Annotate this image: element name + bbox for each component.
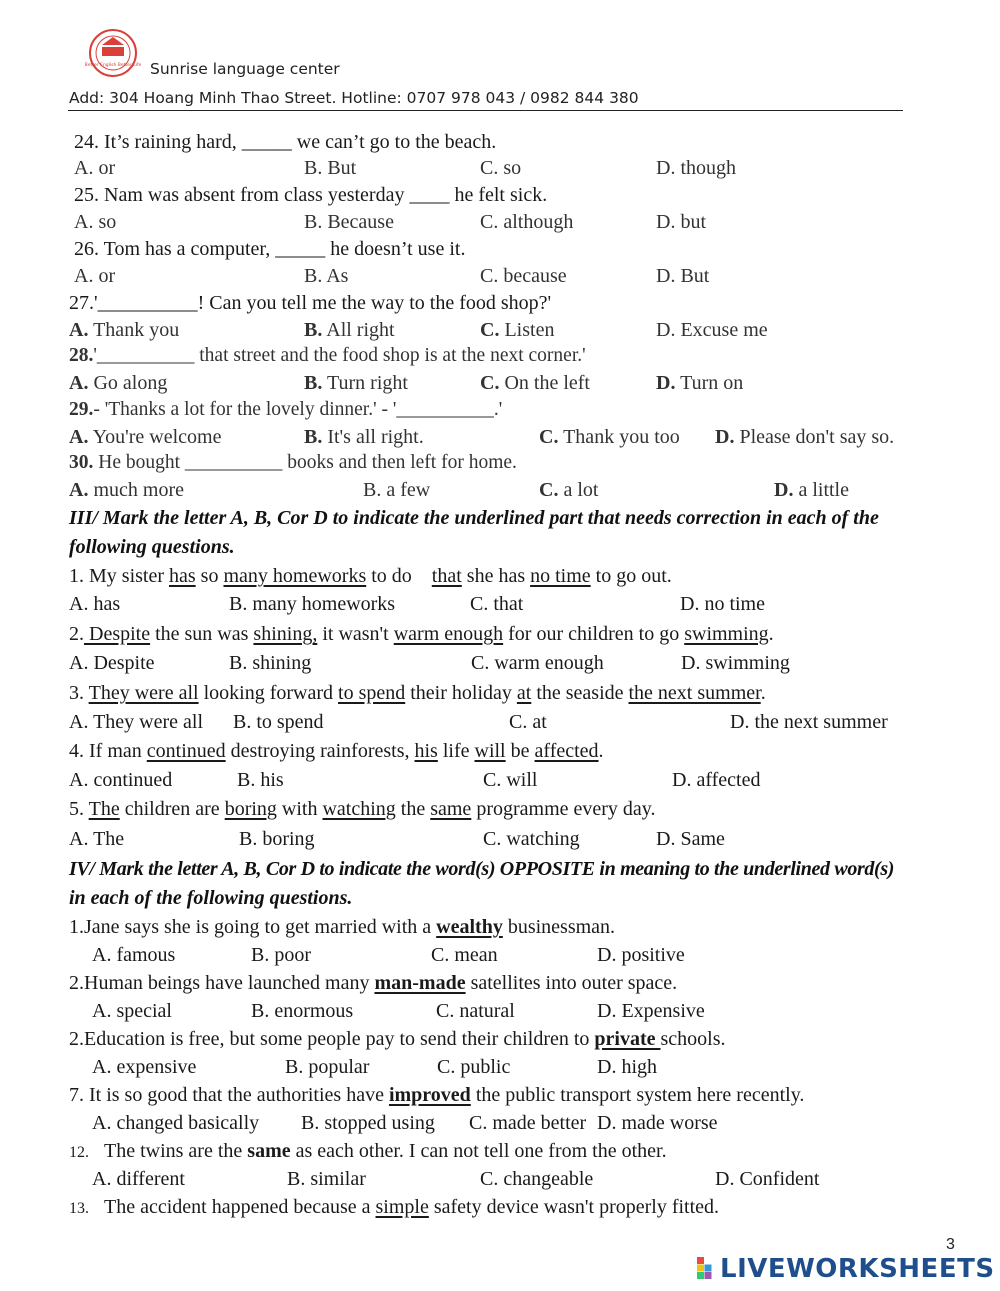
o7-option-a[interactable]: A. changed basically — [92, 1112, 260, 1134]
o12-option-b[interactable]: B. similar — [287, 1168, 366, 1190]
section-4-title-line2: in each of the following questions. — [69, 887, 353, 909]
q28-option-a[interactable]: A. Go along — [69, 372, 168, 394]
header-rule — [68, 110, 903, 111]
c3-option-a[interactable]: A. They were all — [69, 711, 204, 733]
q28-option-b[interactable]: B. Turn right — [304, 372, 408, 394]
c5-option-b[interactable]: B. boring — [239, 828, 315, 850]
o2-option-b[interactable]: B. enormous — [251, 1000, 354, 1022]
q24-stem: 24. It’s raining hard, _____ we can’t go to the beach. — [74, 131, 497, 153]
c5-stem: 5. The children are boring with watching the same programme every day. — [69, 798, 656, 820]
o7-option-c[interactable]: C. made better — [469, 1112, 587, 1134]
o7-option-d[interactable]: D. made worse — [597, 1112, 718, 1134]
q27-option-a[interactable]: A. Thank you — [69, 319, 180, 341]
c1-option-b[interactable]: B. many homeworks — [229, 593, 396, 615]
q27-option-c[interactable]: C. Listen — [480, 319, 555, 341]
o12-option-c[interactable]: C. changeable — [480, 1168, 594, 1190]
c1-option-d[interactable]: D. no time — [680, 593, 765, 615]
o1-option-a[interactable]: A. famous — [92, 944, 176, 966]
c5-option-c[interactable]: C. watching — [483, 828, 580, 850]
o2-option-d[interactable]: D. Expensive — [597, 1000, 705, 1022]
o1-option-b[interactable]: B. poor — [251, 944, 311, 966]
q28-option-d[interactable]: D. Turn on — [656, 372, 744, 394]
q24-option-a[interactable]: A. or — [74, 157, 116, 179]
c3-stem: 3. They were all looking forward to spend their holiday at the seaside the next summer. — [69, 682, 766, 704]
o1-option-d[interactable]: D. positive — [597, 944, 685, 966]
o12-option-a[interactable]: A. different — [92, 1168, 185, 1190]
q30-option-c[interactable]: C. a lot — [539, 479, 599, 501]
o2-option-c[interactable]: C. natural — [436, 1000, 515, 1022]
c4-option-c[interactable]: C. will — [483, 769, 538, 791]
c2-option-d[interactable]: D. swimming — [681, 652, 790, 674]
q25-option-b[interactable]: B. Because — [304, 211, 394, 233]
c1-option-c[interactable]: C. that — [470, 593, 524, 615]
o2-stem: 2.Human beings have launched many man-made satellites into outer space. — [69, 972, 678, 994]
o1-stem: 1.Jane says she is going to get married with a wealthy businessman. — [69, 916, 616, 938]
q28-option-c[interactable]: C. On the left — [480, 372, 590, 394]
o3-option-b[interactable]: B. popular — [285, 1056, 370, 1078]
q26-option-a[interactable]: A. or — [74, 265, 116, 287]
o3-stem: 2.Education is free, but some people pay to send their children to private schools. — [69, 1028, 726, 1050]
q24-option-c[interactable]: C. so — [480, 157, 522, 179]
q29-option-a[interactable]: A. You're welcome — [69, 426, 222, 448]
o12-option-d[interactable]: D. Confident — [715, 1168, 820, 1190]
o3-option-d[interactable]: D. high — [597, 1056, 657, 1078]
c3-option-b[interactable]: B. to spend — [233, 711, 324, 733]
section-3-title-line2: following questions. — [69, 536, 235, 558]
q24-option-b[interactable]: B. But — [304, 157, 357, 179]
o12-stem: 12. The twins are the same as each other. I can not tell one from the other. — [69, 1140, 667, 1162]
o3-option-a[interactable]: A. expensive — [92, 1056, 197, 1078]
section-3-title-line1: III/ Mark the letter A, B, Cor D to indicate the underlined part that needs correction in each of the — [69, 507, 879, 529]
o7-stem: 7. It is so good that the authorities have improved the public transport system here recently. — [69, 1084, 805, 1106]
c5-option-d[interactable]: D. Same — [656, 828, 725, 850]
svg-text:Better English Better Life: Better English Better Life — [84, 63, 142, 68]
liveworksheets-logo-icon — [697, 1257, 719, 1279]
center-logo-icon — [84, 28, 142, 78]
center-address: Add: 304 Hoang Minh Thao Street. Hotline: 0707 978 043 / 0982 844 380 — [69, 89, 639, 107]
c4-option-a[interactable]: A. continued — [69, 769, 173, 791]
q25-option-a[interactable]: A. so — [74, 211, 117, 233]
center-name: Sunrise language center — [150, 60, 340, 78]
q29-option-c[interactable]: C. Thank you too — [539, 426, 680, 448]
c3-option-d[interactable]: D. the next summer — [730, 711, 888, 733]
c3-option-c[interactable]: C. at — [509, 711, 547, 733]
q26-stem: 26. Tom has a computer, _____ he doesn’t use it. — [74, 238, 466, 260]
q30-option-d[interactable]: D. a little — [774, 479, 849, 501]
q29-option-d[interactable]: D. Please don't say so. — [715, 426, 895, 448]
q27-stem: 27.'__________! Can you tell me the way to the food shop?' — [69, 292, 552, 314]
page-number: 3 — [946, 1236, 955, 1253]
c4-stem: 4. If man continued destroying rainforests, his life will be affected. — [69, 740, 604, 762]
c2-stem: 2. Despite the sun was shining, it wasn't warm enough for our children to go swimming. — [69, 623, 774, 645]
section-4-title-line1: IV/ Mark the letter A, B, Cor D to indicate the word(s) OPPOSITE in meaning to the underlined word(s) — [69, 858, 895, 880]
q29-stem: 29.- 'Thanks a lot for the lovely dinner.' - '__________.' — [69, 399, 503, 420]
q25-option-c[interactable]: C. although — [480, 211, 574, 233]
c2-option-b[interactable]: B. shining — [229, 652, 312, 674]
c2-option-a[interactable]: A. Despite — [69, 652, 155, 674]
q27-option-d[interactable]: D. Excuse me — [656, 319, 768, 341]
o1-option-c[interactable]: C. mean — [431, 944, 498, 966]
o3-option-c[interactable]: C. public — [437, 1056, 511, 1078]
o13-stem: 13. The accident happened because a simple safety device wasn't properly fitted. — [69, 1196, 720, 1218]
c1-option-a[interactable]: A. has — [69, 593, 121, 615]
q27-option-b[interactable]: B. All right — [304, 319, 395, 341]
q26-option-b[interactable]: B. As — [304, 265, 349, 287]
c4-option-d[interactable]: D. affected — [672, 769, 761, 791]
q26-option-d[interactable]: D. But — [656, 265, 710, 287]
c4-option-b[interactable]: B. his — [237, 769, 284, 791]
q24-option-d[interactable]: D. though — [656, 157, 736, 179]
q26-option-c[interactable]: C. because — [480, 265, 567, 287]
o7-option-b[interactable]: B. stopped using — [301, 1112, 435, 1134]
q29-option-b[interactable]: B. It's all right. — [304, 426, 424, 448]
q30-option-b[interactable]: B. a few — [363, 479, 431, 501]
q30-option-a[interactable]: A. much more — [69, 479, 184, 501]
q25-stem: 25. Nam was absent from class yesterday ____ he felt sick. — [74, 184, 548, 206]
liveworksheets-brand: LIVEWORKSHEETS — [720, 1254, 995, 1284]
q28-stem: 28.'__________ that street and the food shop is at the next corner.' — [69, 345, 586, 366]
o2-option-a[interactable]: A. special — [92, 1000, 172, 1022]
c1-stem: 1. My sister has so many homeworks to do that she has no time to go out. — [69, 565, 672, 587]
q30-stem: 30. He bought __________ books and then left for home. — [69, 452, 517, 473]
c2-option-c[interactable]: C. warm enough — [471, 652, 604, 674]
q25-option-d[interactable]: D. but — [656, 211, 706, 233]
c5-option-a[interactable]: A. The — [69, 828, 125, 850]
